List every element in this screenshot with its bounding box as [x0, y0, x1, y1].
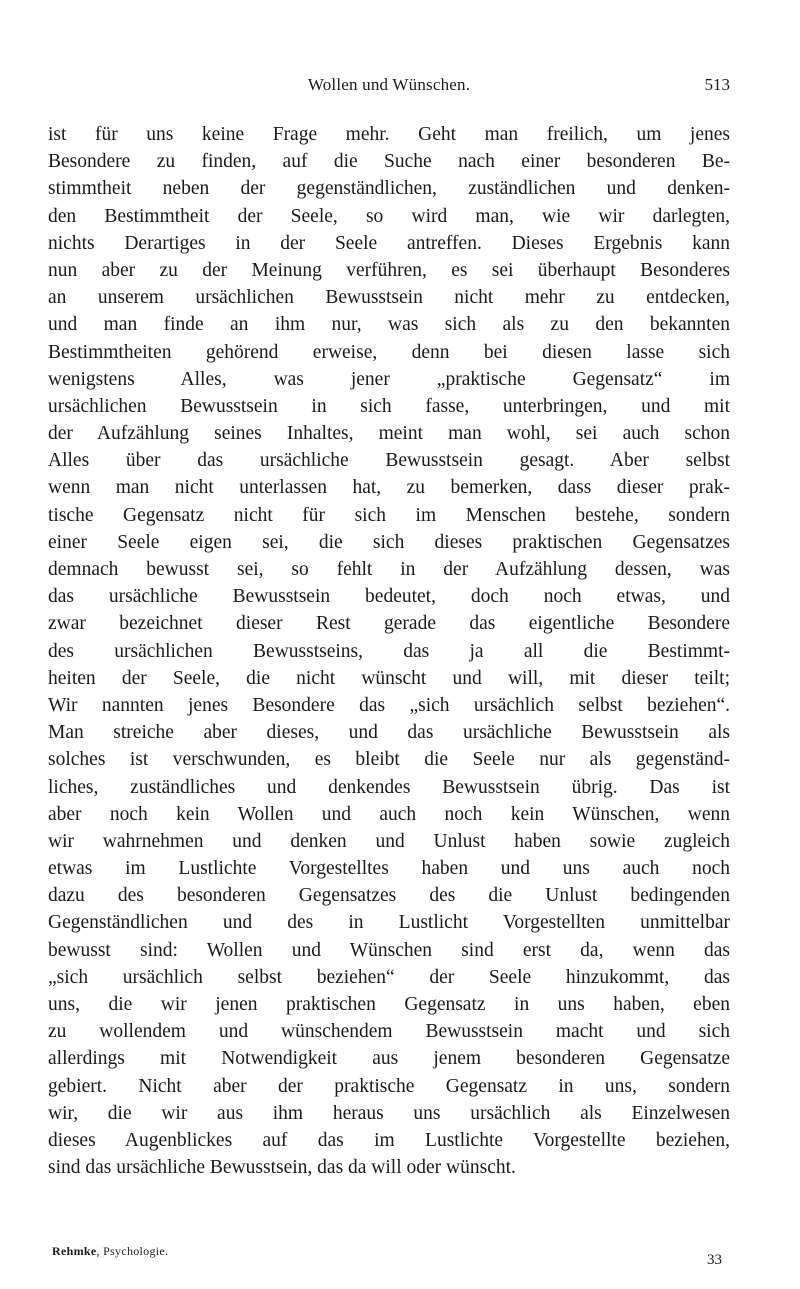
sheet-number: 33 [707, 1252, 722, 1268]
page-footer [48, 1244, 730, 1284]
text-line: nichts Derartiges in der Seele antreffen. Dieses Ergebnis kann [48, 232, 730, 254]
text-line: Gegenständlichen und des in Lustlicht Vorgestellten unmittelbar [48, 912, 730, 934]
text-line: Besondere zu finden, auf die Suche nach einer besonderen Be- [48, 151, 730, 173]
text-line: den Bestimmtheit der Seele, so wird man, wie wir darlegten, [48, 205, 730, 227]
text-line: das ursächliche Bewusstsein bedeutet, doch noch etwas, und [48, 586, 730, 608]
text-line: des ursächlichen Bewusstseins, das ja all die Bestimmt- [48, 640, 730, 662]
text-line: heiten der Seele, die nicht wünscht und will, mit dieser teilt; [48, 667, 730, 689]
text-line: wenn man nicht unterlassen hat, zu bemerken, dass dieser prak- [48, 477, 730, 499]
page-number: 513 [704, 75, 730, 94]
text-line: Man streiche aber dieses, und das ursächliche Bewusstsein als [48, 722, 730, 744]
text-line: dieses Augenblickes auf das im Lustlichte Vorgestellte beziehen, [48, 1129, 730, 1151]
signature-title: Psychologie. [103, 1244, 169, 1258]
text-line: ist für uns keine Frage mehr. Geht man freilich, um jenes [48, 124, 730, 145]
text-line: etwas im Lustlichte Vorgestelltes haben und uns auch noch [48, 858, 730, 880]
printer-signature: Rehmke, Psychologie. [52, 1244, 169, 1258]
text-line: wir wahrnehmen und denken und Unlust haben sowie zugleich [48, 830, 730, 852]
text-line: aber noch kein Wollen und auch noch kein Wünschen, wenn [48, 803, 730, 825]
text-line: wenigstens Alles, was jener „praktische Gegensatz“ im [48, 368, 730, 390]
text-line: sind das ursächliche Bewusstsein, das da will oder wünscht. [48, 1157, 516, 1179]
text-line: einer Seele eigen sei, die sich dieses praktischen Gegensatzes [48, 531, 730, 553]
text-line: bewusst sind: Wollen und Wünschen sind erst da, wenn das [48, 939, 730, 961]
text-line: Bestimmtheiten gehörend erweise, denn bei diesen lasse sich [48, 341, 730, 363]
text-line: solches ist verschwunden, es bleibt die Seele nur als gegenständ- [48, 749, 730, 771]
text-line: ursächlichen Bewusstsein in sich fasse, unterbringen, und mit [48, 395, 730, 417]
signature-author: Rehmke [52, 1244, 97, 1258]
text-line: der Aufzählung seines Inhaltes, meint man wohl, sei auch schon [48, 423, 730, 445]
text-line: dazu des besonderen Gegensatzes des die Unlust bedingenden [48, 885, 730, 907]
text-line: uns, die wir jenen praktischen Gegensatz in uns haben, eben [48, 994, 730, 1015]
text-line: wir, die wir aus ihm heraus uns ursächlich als Einzelwesen [48, 1102, 730, 1124]
body-text [48, 121, 730, 1181]
text-line: tische Gegensatz nicht für sich im Menschen bestehe, sondern [48, 504, 730, 526]
text-line: zu wollendem und wünschendem Bewusstsein macht und sich [48, 1021, 730, 1043]
text-line: allerdings mit Notwendigkeit aus jenem besonderen Gegensatze [48, 1048, 730, 1070]
text-line: Wir nannten jenes Besondere das „sich ursächlich selbst beziehen“. [48, 694, 730, 716]
text-line: liches, zuständliches und denkendes Bewusstsein übrig. Das ist [48, 776, 730, 798]
text-line: demnach bewusst sei, so fehlt in der Aufzählung dessen, was [48, 559, 730, 580]
text-line: nun aber zu der Meinung verführen, es sei überhaupt Besonderes [48, 259, 730, 281]
running-title: Wollen und Wünschen. [307, 75, 471, 94]
running-head [48, 75, 730, 101]
text-line: Alles über das ursächliche Bewusstsein gesagt. Aber selbst [48, 450, 730, 472]
text-line: und man finde an ihm nur, was sich als zu den bekannten [48, 314, 730, 336]
text-line: „sich ursächlich selbst beziehen“ der Seele hinzukommt, das [48, 966, 730, 988]
text-line: an unserem ursächlichen Bewusstsein nicht mehr zu entdecken, [48, 287, 730, 309]
text-line: stimmtheit neben der gegenständlichen, zuständlichen und denken- [48, 178, 730, 200]
text-line: gebiert. Nicht aber der praktische Gegensatz in uns, sondern [48, 1075, 730, 1097]
text-line: zwar bezeichnet dieser Rest gerade das eigentliche Besondere [48, 613, 730, 635]
